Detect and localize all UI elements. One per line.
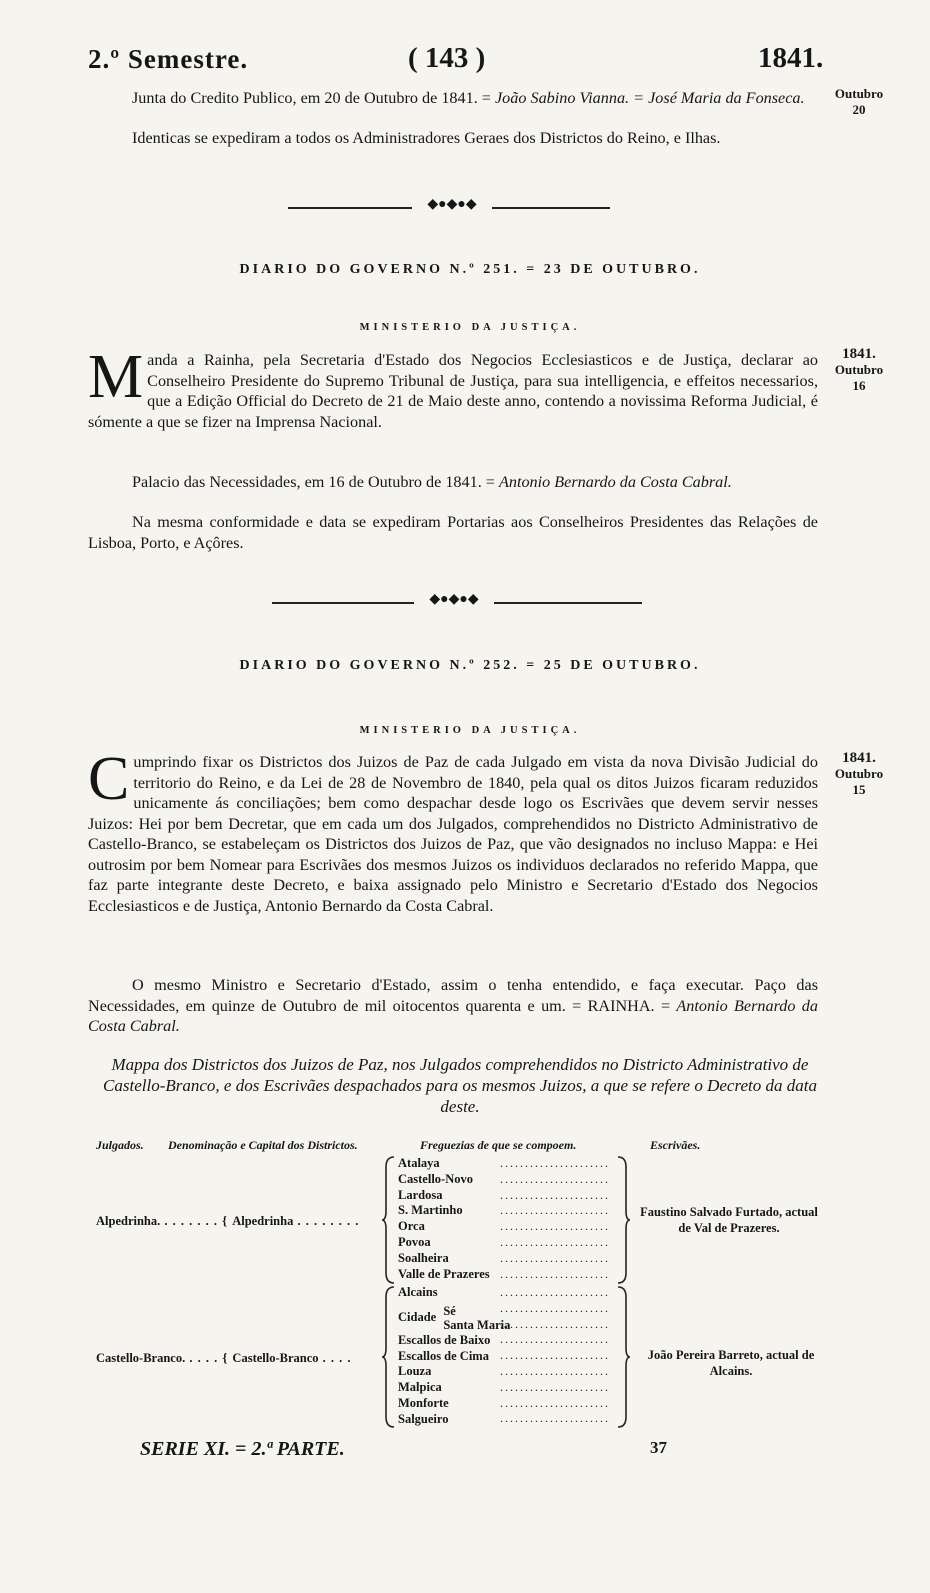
ornament-flourish-icon: ◆●◆●◆	[412, 196, 492, 213]
dropcap-c: C	[88, 745, 130, 813]
signature-name: Antonio Bernardo da Costa Cabral.	[498, 473, 732, 491]
brace-right-1	[616, 1155, 630, 1285]
diario1-body-text: anda a Rainha, pela Secretaria d'Estado dos Negocios Ecclesiasticos e de Justiça, declarar ao Conselheiro Presidente do Supremo Tribunal de Justiça, para sua intelligencia, e effeitos necessarios, que a Edição Official do Decreto de 21 de Maio deste anno, contendo a novissima Reforma Judicial, é sómente a que se fizer na Imprensa Nacional.	[88, 351, 818, 431]
section1-paragraph	[88, 88, 818, 109]
freguezia: Lardosa	[398, 1187, 443, 1202]
diario1-closing: Na mesma conformidade e data se expediram Portarias aos Conselheiros Presidentes das Relações de Lisboa, Porto, e Açôres.	[88, 513, 818, 552]
brace-left-1	[382, 1155, 396, 1285]
diario1-signature: Palacio das Necessidades, em 16 de Outubro de 1841. = Antonio Bernardo da Costa Cabral.	[132, 473, 732, 491]
freguezia: Povoa	[398, 1234, 431, 1249]
freguezias-list-2	[398, 1285, 510, 1428]
freguezia-cidade: Cidade Sé Santa Maria	[398, 1303, 511, 1332]
freguezia: Atalaya	[398, 1156, 440, 1170]
dropcap-m: M	[88, 343, 144, 411]
margin-month: Outubro	[834, 362, 884, 377]
freguezia: Malpica	[398, 1380, 442, 1395]
margin-year: 1841.	[842, 750, 876, 766]
col-escrivaes: Escrivães.	[650, 1138, 701, 1152]
section1-signer2: = José Maria da Fonseca.	[633, 89, 805, 107]
julgado-alpedrinha: Alpedrinha. . . . . . . . { Alpedrinha . . . . . . . .	[96, 1214, 360, 1228]
diario-251-title: DIARIO DO GOVERNO N.º 251. = 23 DE OUTUBRO.	[239, 262, 701, 277]
freguezias-list-1	[398, 1156, 490, 1282]
freguezia: Monforte	[398, 1395, 449, 1410]
freguezia: S. Martinho	[398, 1203, 463, 1218]
serie-footer: SERIE XI. = 2.ª PARTE.	[140, 1438, 345, 1460]
freguezia: Salgueiro	[398, 1411, 449, 1426]
ornament-flourish-icon: ◆●◆●◆	[414, 591, 494, 608]
brace-right-2	[616, 1285, 630, 1429]
year-label: 1841.	[758, 42, 824, 74]
col-denominacao: Denominação e Capital dos Districtos.	[168, 1138, 358, 1152]
dot-leaders-1: ...................... ...................... ...................... ...................... ...................... ...................... ...................... ......................	[500, 1156, 610, 1281]
freguezia: Alcains	[398, 1285, 438, 1299]
margin-month: Outubro	[834, 766, 884, 781]
map-caption: Mappa dos Districtos dos Juizos de Paz, nos Julgados comprehendidos no Districto Administrativo de Castello-Branco, e dos Escrivães despachados para os mesmos Juizos, a que se refere o Decreto da data deste.	[103, 1055, 817, 1116]
col-freguezias: Freguezias de que se compoem.	[420, 1138, 577, 1152]
sub-freguezia: Santa Maria	[443, 1317, 511, 1332]
ministry-heading-2: MINISTERIO DA JUSTIÇA.	[359, 725, 581, 736]
section1-text: Junta do Credito Publico, em 20 de Outubro de 1841. =	[132, 89, 491, 107]
freguezia: Escallos de Baixo	[398, 1332, 491, 1347]
diario2-margin-note	[826, 750, 892, 798]
section1-margin-note	[828, 86, 890, 118]
diario2-body-text: umprindo fixar os Districtos dos Juizos de Paz de cada Julgado em vista da nova Divisão Judicial do territorio do Reino, e da Lei de 28 de Novembro de 1840, pela qual os ditos Juizos ficaram reduzidos unicamente ás conciliações; bem como despachar desde logo os Escrivães que devem servir nesses Juizos: Hei por bem Decretar, que em cada um dos Julgados, comprehendidos no Districto Administrativo de Castello-Branco, se estabeleçam os Districtos dos Juizos de Paz, que vão designados no incluso Mappa: e Hei outrosim por bem Nomear para Escrivães dos mesmos Juizos os individuos declarados no referido Mappa, que faz parte integrante deste Decreto, e baixa assignado pelo Ministro e Secretario d'Estado dos Negocios Ecclesiasticos e de Justiça, Antonio Bernardo da Costa Cabral.	[88, 753, 818, 915]
margin-year: 1841.	[842, 346, 876, 362]
section1-closing: Identicas se expediram a todos os Administradores Geraes dos Districtos do Reino, e Ilhas.	[132, 129, 721, 147]
julgado-castello-branco: Castello-Branco. . . . . { Castello-Branco . . . .	[96, 1351, 352, 1365]
brace-left-2	[382, 1285, 396, 1429]
margin-day: 15	[852, 782, 866, 797]
diario-252-title: DIARIO DO GOVERNO N.º 252. = 25 DE OUTUBRO.	[239, 658, 701, 673]
freguezia: Louza	[398, 1364, 432, 1379]
diario2-body	[88, 745, 818, 916]
freguezia: Soalheira	[398, 1250, 449, 1265]
sub-freguezia: Sé	[443, 1303, 456, 1318]
margin-day: 16	[852, 378, 866, 393]
escrivao-1: Faustino Salvado Furtado, actual de Val de Prazeres.	[640, 1205, 818, 1235]
semester-label: 2.º Semestre.	[88, 44, 249, 74]
diario2-closing: O mesmo Ministro e Secretario d'Estado, assim o tenha entendido, e faça executar. Paço das Necessidades, em quinze de Outubro de mil oitocentos quarenta e um. = RAINHA. = Antonio Bernardo da Costa Cabral.	[88, 976, 818, 1035]
closing-signature-name: Antonio Bernardo da Costa Cabral.	[88, 996, 818, 1035]
col-julgados: Julgados.	[96, 1138, 144, 1152]
freguezia: Escallos de Cima	[398, 1348, 489, 1363]
signature-mark: 37	[650, 1438, 667, 1457]
freguezia: Valle de Prazeres	[398, 1266, 490, 1281]
page-number: ( 143 )	[408, 42, 486, 74]
escrivao-2: João Pereira Barreto, actual de Alcains.	[647, 1348, 815, 1378]
diario1-margin-note	[826, 346, 892, 394]
section1-signer: João Sabino Vianna.	[494, 89, 630, 107]
ministry-heading-1: MINISTERIO DA JUSTIÇA.	[359, 322, 581, 333]
margin-day: 20	[852, 102, 866, 117]
diario1-body	[88, 343, 818, 432]
freguezia: Orca	[398, 1219, 425, 1234]
freguezia: Castello-Novo	[398, 1171, 473, 1186]
dot-leaders-2: ...................... ...................... ...................... ...................... ...................... ...................... ...................... ...................... ......................	[500, 1285, 610, 1426]
margin-month: Outubro	[834, 86, 884, 101]
